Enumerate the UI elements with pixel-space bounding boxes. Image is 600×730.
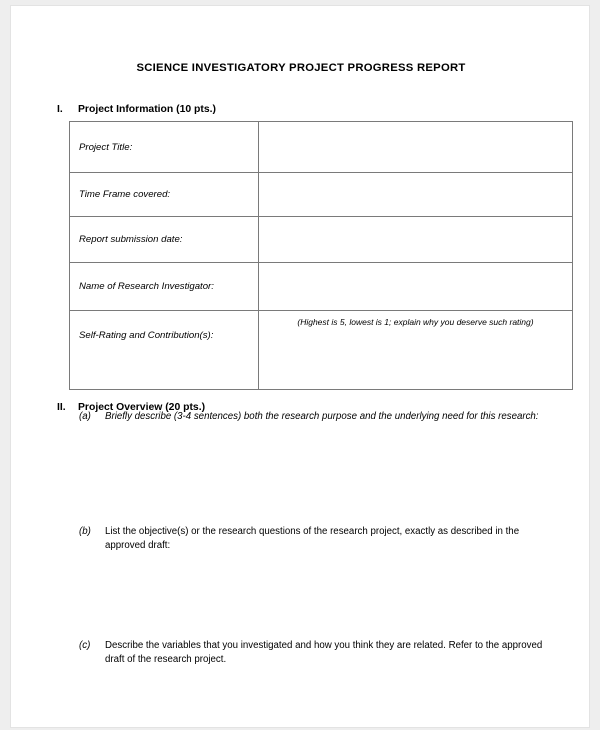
item-text-a: Briefly describe (3-4 sentences) both the research purpose and the underlying need for this research: [105,411,539,422]
project-information-table [69,121,573,390]
field-label-report-submission-date: Report submission date: [70,217,259,263]
section-numeral: II. [57,402,66,413]
table-row [70,311,573,390]
field-label-time-frame: Time Frame covered: [70,173,259,217]
overview-item-a [79,410,557,424]
section-label: Project Overview (20 pts.) [78,402,206,413]
item-text-b: List the objective(s) or the research questions of the research project, exactly as described in the approved draft: [105,526,520,551]
self-rating-hint: (Highest is 5, lowest is 1; explain why you deserve such rating) [297,317,534,327]
document-page [10,5,590,728]
item-marker-b: (b) [79,526,91,537]
table-row [70,263,573,311]
item-text-c: Describe the variables that you investigated and how you think they are related. Refer to the approved draft of the research project. [105,640,543,665]
section-numeral: I. [57,104,63,115]
field-value-research-investigator[interactable] [259,263,573,311]
field-label-project-title: Project Title: [70,122,259,173]
page-title: SCIENCE INVESTIGATORY PROJECT PROGRESS REPORT [136,62,466,74]
field-label-self-rating: Self-Rating and Contribution(s): [70,311,259,390]
overview-item-b [79,525,557,552]
table-row [70,173,573,217]
field-value-project-title[interactable] [259,122,573,173]
field-value-time-frame[interactable] [259,173,573,217]
field-label-research-investigator: Name of Research Investigator: [70,263,259,311]
field-value-self-rating[interactable] [259,311,573,390]
table-row [70,217,573,263]
item-marker-a: (a) [79,411,91,422]
field-value-report-submission-date[interactable] [259,217,573,263]
section-heading-project-information [57,104,216,115]
table-row [70,122,573,173]
overview-item-c [79,639,557,666]
item-marker-c: (c) [79,640,91,651]
section-label: Project Information (10 pts.) [78,104,216,115]
